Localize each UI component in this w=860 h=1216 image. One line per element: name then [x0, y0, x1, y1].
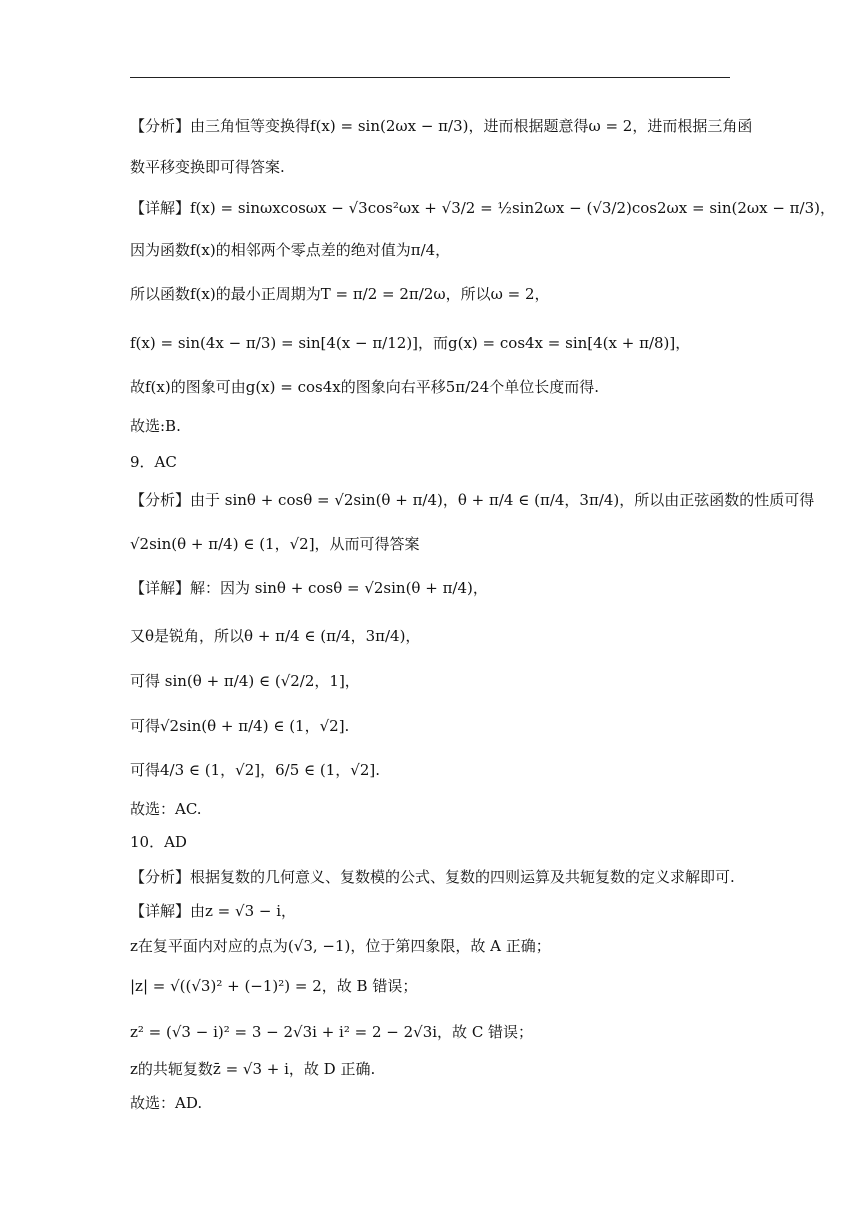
detail-line-q9-3: 可得 sin(θ + π/4) ∈ (√2/2，1]，: [130, 672, 360, 690]
question-10-heading: 10．AD: [130, 833, 187, 851]
analysis-line-q9: 【分析】由于 sinθ + cosθ = √2sin(θ + π/4)，θ + π/4 ∈ (π/4，3π/4)，所以由正弦函数的性质可得: [130, 491, 815, 509]
answer-line-q8: 故选:B.: [130, 417, 181, 435]
detail-line-q10-2: z在复平面内对应的点为(√3, −1)，位于第四象限，故 A 正确；: [130, 937, 551, 955]
question-9-heading: 9．AC: [130, 453, 177, 471]
detail-line-q8-4: f(x) = sin(4x − π/3) = sin[4(x − π/12)]，而g(x) = cos4x = sin[4(x + π/8)]，: [130, 334, 691, 352]
detail-line-q9-4: 可得√2sin(θ + π/4) ∈ (1，√2].: [130, 717, 350, 735]
detail-line-q8-1: 【详解】f(x) = sinωxcosωx − √3cos²ωx + √3/2 = ½sin2ωx − (√3/2)cos2ωx = sin(2ωx − π/3)，: [130, 199, 835, 217]
detail-line-q8-5: 故f(x)的图象可由g(x) = cos4x的图象向右平移5π/24个单位长度而得.: [130, 378, 600, 396]
detail-line-q9-2: 又θ是锐角，所以θ + π/4 ∈ (π/4，3π/4)，: [130, 627, 421, 645]
detail-line-q9-1: 【详解】解：因为 sinθ + cosθ = √2sin(θ + π/4)，: [130, 579, 488, 597]
detail-line-q8-2: 因为函数f(x)的相邻两个零点差的绝对值为π/4，: [130, 241, 451, 259]
answer-line-q9: 故选：AC.: [130, 800, 202, 818]
detail-line-q10-4: z² = (√3 − i)² = 3 − 2√3i + i² = 2 − 2√3i，故 C 错误；: [130, 1023, 534, 1041]
analysis-line-q9-cont: √2sin(θ + π/4) ∈ (1，√2]，从而可得答案: [130, 535, 420, 553]
detail-line-q10-1: 【详解】由z = √3 − i，: [130, 902, 297, 920]
analysis-line-q8: 【分析】由三角恒等变换得f(x) = sin(2ωx − π/3)，进而根据题意得ω = 2，进而根据三角函: [130, 117, 753, 135]
header-rule: [130, 77, 730, 78]
analysis-line-q10: 【分析】根据复数的几何意义、复数模的公式、复数的四则运算及共轭复数的定义求解即可.: [130, 868, 735, 886]
detail-line-q8-3: 所以函数f(x)的最小正周期为T = π/2 = 2π/2ω，所以ω = 2，: [130, 285, 550, 303]
analysis-line-q8-cont: 数平移变换即可得答案.: [130, 158, 285, 176]
answer-line-q10: 故选：AD.: [130, 1094, 203, 1112]
detail-line-q10-5: z的共轭复数z̄ = √3 + i，故 D 正确.: [130, 1060, 376, 1078]
detail-line-q10-3: |z| = √((√3)² + (−1)²) = 2，故 B 错误；: [130, 977, 418, 995]
detail-line-q9-5: 可得4/3 ∈ (1，√2]，6/5 ∈ (1，√2].: [130, 761, 381, 779]
